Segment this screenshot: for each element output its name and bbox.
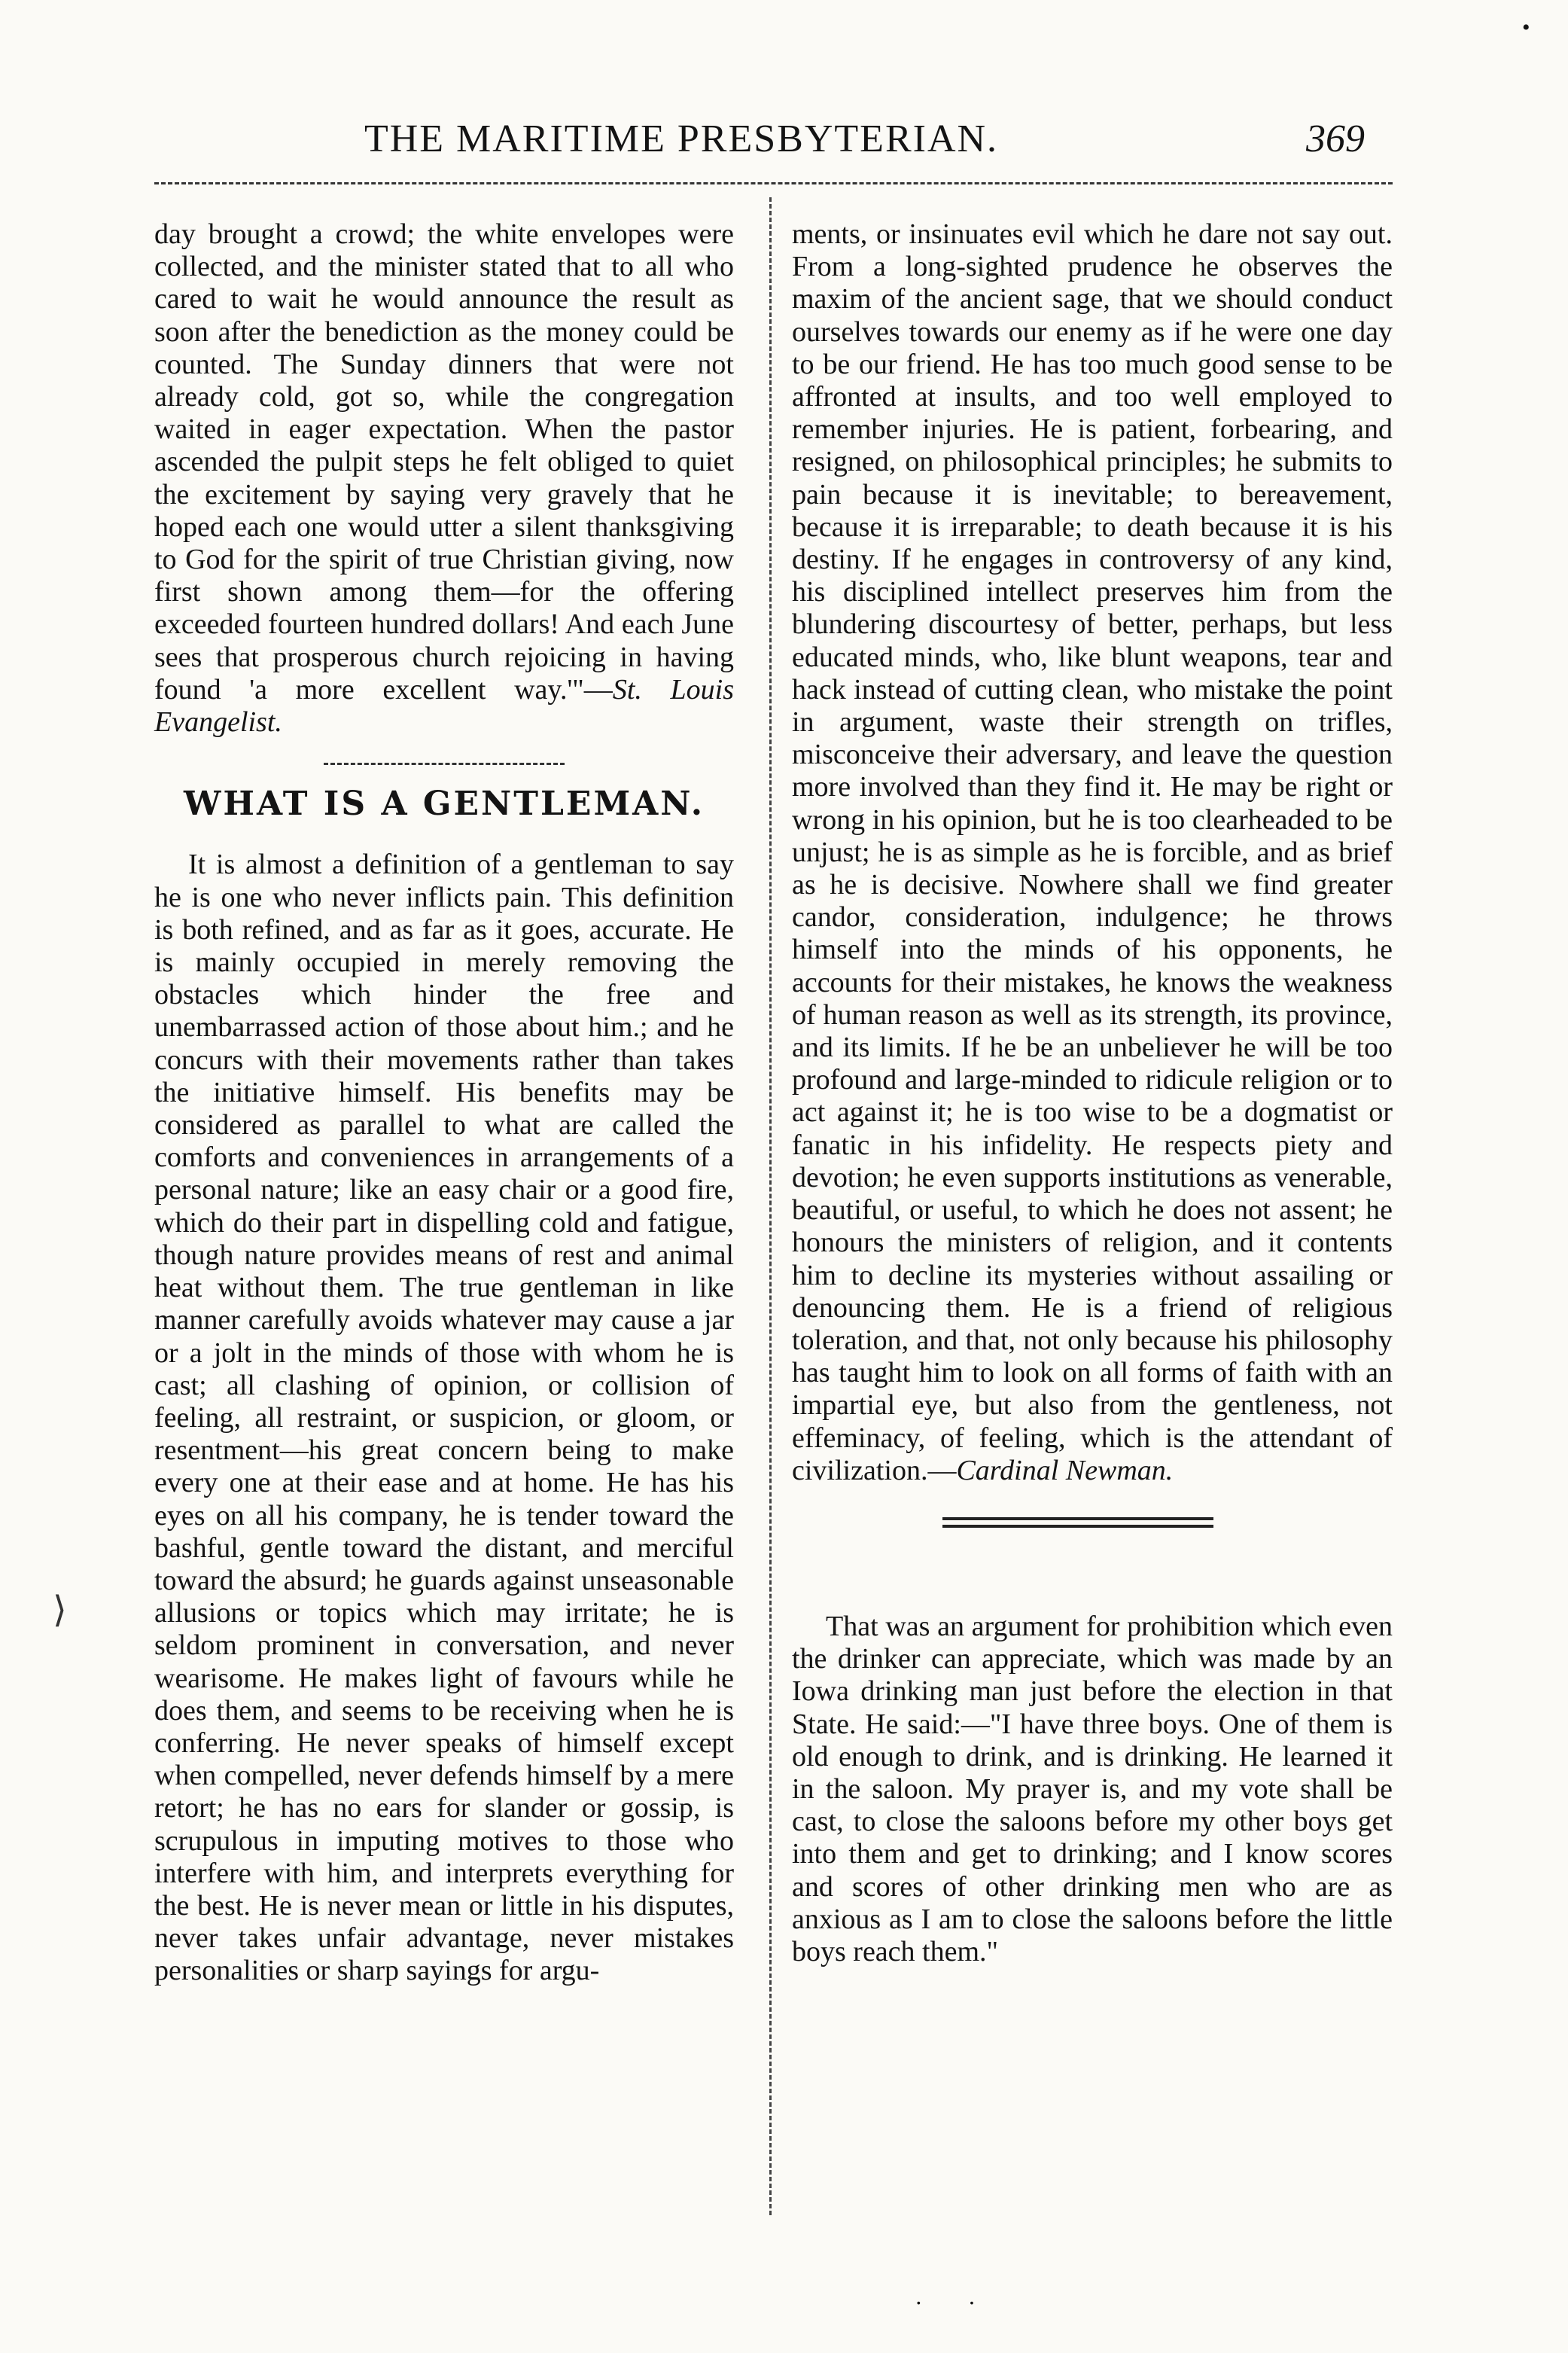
column-divider <box>769 197 772 2215</box>
running-title: THE MARITIME PRESBYTERIAN. <box>364 117 999 160</box>
continued-source: St. Louis Evangelist. <box>154 673 734 739</box>
footer-specks: · · <box>915 2289 996 2316</box>
header-rule <box>154 182 1393 184</box>
article-continuation <box>792 218 1393 1487</box>
article-continuation-text: ments, or insinuates evil which he dare not say out. From a long-sighted prudence he observes the maxim of the ancient sage, that we should conduct ourselves towards our enemy as if he were one day to be our friend. He has too much good sense to be affronted at insults, and too well employed to remember injuries. He is patient, forbearing, and resigned, on philosophical principles; he submits to pain because it is inevitable; to bereavement, because it is irreparable; to death because it is his destiny. If he engages in controversy of any kind, his disciplined intellect preserves him from the blundering discourtesy of better, perhaps, but less educated minds, who, like blunt weapons, tear and hack instead of cutting clean, who mistake the point in argument, waste their strength on trifles, misconceive their adversary, and leave the question more involved than they find it. He may be right or wrong in his opinion, but he is too clearheaded to be unjust; he is as simple as he is forcible, and as brief as he is decisive. Nowhere shall we find greater candor, consideration, indulgence; he throws himself into the minds of his opponents, he accounts for their mistakes, he knows the weakness of human reason as well as its strength, its province, and its limits. If he be an unbeliever he will be too profound and large-minded to ridicule religion or to act against it; he is too wise to be a dogmatist or fanatic in his infidelity. He respects piety and devotion; he even supports institutions as venerable, beautiful, or useful, to which he does not assent; he honours the ministers of religion, and it contents him to decline its mysteries without assailing or denouncing them. He is a friend of religious toleration, and that, not only because his philosophy has taught him to look on all forms of faith with an impartial eye, but also from the gentleness, not effeminacy, of feeling, which is the attendant of civilization.— <box>792 218 1393 1486</box>
article-heading: WHAT IS A GENTLEMAN. <box>183 785 705 824</box>
page-number: 369 <box>1306 117 1365 160</box>
article-source: Cardinal Newman. <box>956 1454 1174 1486</box>
page-header <box>0 113 1568 166</box>
article-body: It is almost a definition of a gentleman to say he is one who never inflicts pain. This definition is both refined, and as far as it goes, accurate. He is mainly occupied in merely removing the obstacles which hinder the free and unembarrassed action of those about him.; and he concurs with their movements rather than takes the initiative himself. His benefits may be considered as parallel to what are called the comforts and conveniences in arrangements of a personal nature; like an easy chair or a good fire, which do their part in dispelling cold and fatigue, though nature provides means of rest and animal heat without them. The true gentleman in like manner carefully avoids whatever may cause a jar or a jolt in the minds of those with whom he is cast; all clashing of opinion, or collision of feeling, all restraint, or suspicion, or gloom, or resentment—his great concern being to make every one at their ease and at home. He has his eyes on all his company, he is tender toward the bashful, gentle toward the distant, and merciful toward the absurd; he guards against unseasonable allusions or topics which may irritate; he is seldom prominent in conversation, and never wearisome. He makes light of favours while he does them, and seems to be receiving when he is conferring. He never speaks of himself except when compelled, never defends himself by a mere retort; he has no ears for slander or gossip, is scrupulous in imputing motives to those who interfere with him, and interprets everything for the best. He is never mean or little in his disputes, never takes unfair advantage, never mistakes personalities or sharp sayings for argu- <box>154 849 734 1987</box>
right-column <box>792 218 1393 1968</box>
margin-mark: ⟩ <box>53 1590 67 1630</box>
prohibition-paragraph: That was an argument for prohibition which even the drinker can appreciate, which was made by an Iowa drinking man just before the election in that State. He said:—"I have three boys. One of them is old enough to drink, and is drinking. He learned it in the saloon. My prayer is, and my vote shall be cast, to close the saloons before my other boys get into them and get to drinking; and I know scores and scores of other drinking men who are as anxious as I am to close the saloons before the little boys reach them." <box>792 1610 1393 1967</box>
continued-text: day brought a crowd; the white envelopes were collected, and the minister stated that to all who cared to wait he would announce the result as soon after the benediction as the money could be counted. The Sunday dinners that were not already cold, got so, while the congregation waited in eager expectation. When the pastor ascended the pulpit steps he felt obliged to quiet the excitement by saying very gravely that he hoped each one would utter a silent thanksgiving to God for the spirit of true Christian giving, now first shown among them—for the offering exceeded fourteen hundred dollars! And each June sees that prosperous church rejoicing in having found 'a more excellent way.'"— <box>154 218 734 706</box>
left-column <box>154 218 734 1988</box>
print-speck: • <box>1522 15 1530 40</box>
continued-article-end <box>154 218 734 739</box>
section-separator <box>324 763 565 765</box>
double-rule-separator <box>942 1517 1213 1528</box>
